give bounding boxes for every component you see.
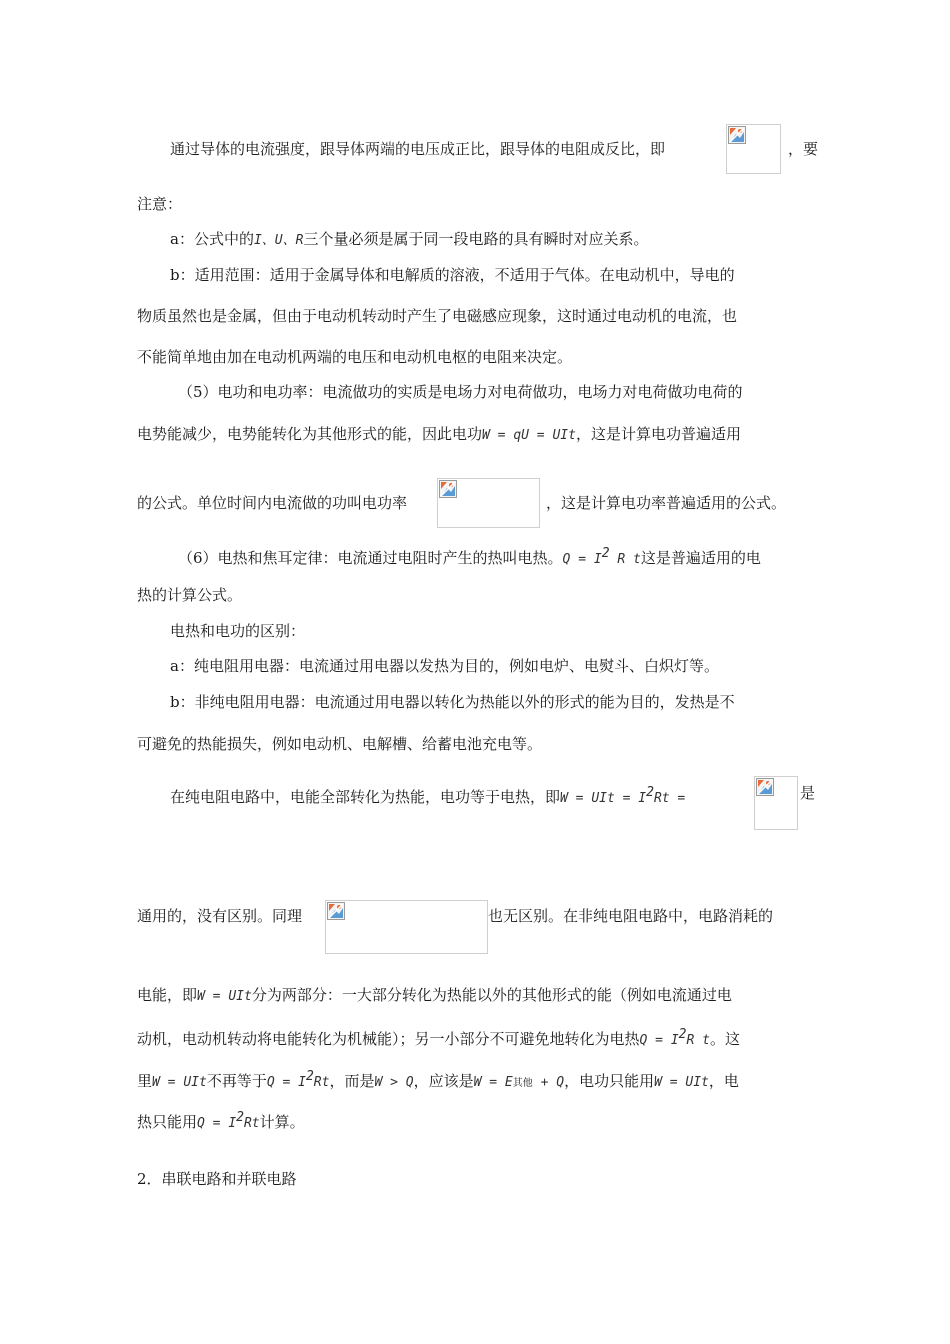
para-ohm-line-2: 注意： (137, 195, 183, 213)
ohm-formula-image (726, 124, 781, 174)
broken-image-icon (728, 126, 746, 144)
power-formula-image (437, 478, 540, 528)
p5-line-3-tail: ，这是计算电功率普遍适用的公式。 (546, 494, 787, 512)
p6-line-1: （6）电热和焦耳定律：电流通过电阻时产生的热叫电热。$Q = I^2$ R t这是普遍适用的电 (178, 546, 761, 567)
pure-line-3: 电能，即W = UIt分为两部分：一大部分转化为热能以外的其他形式的能（例如电流通过电 (137, 986, 732, 1004)
para-ohm-tail: ，要 (788, 140, 819, 158)
broken-image-icon (439, 480, 457, 498)
similar-formula-image (325, 900, 488, 954)
pure-line-1-tail: 是 (800, 784, 816, 802)
diff-a: a：纯电阻用电器：电流通过用电器以发热为目的，例如电炉、电熨斗、白炽灯等。 (170, 657, 719, 675)
pure-line-5: 里W = UIt不再等于$Q = I^2Rt$，而是W > Q，应该是W = E其他 + Q，电功只能用W = UIt，电 (137, 1069, 739, 1090)
diff-b-line-2: 可避免的热能损失，例如电动机、电解槽、给蓄电池充电等。 (137, 735, 543, 753)
note-b-line-2: 物质虽然也是金属，但由于电动机转动时产生了电磁感应现象，这时通过电动机的电流，也 (137, 307, 738, 325)
heat-formula-image (754, 776, 798, 830)
diff-title: 电热和电功的区别： (170, 622, 306, 640)
note-b-line-3: 不能简单地由加在电动机两端的电压和电动机电枢的电阻来决定。 (137, 348, 573, 366)
pure-line-6: 热只能用$Q = I^2Rt$计算。 (137, 1110, 305, 1131)
section-heading-2: 2．串联电路和并联电路 (137, 1170, 297, 1188)
p5-line-3: 的公式。单位时间内电流做的功叫电功率 (137, 494, 408, 512)
pure-line-2: 通用的，没有区别。同理 (137, 907, 303, 925)
pure-line-4: 动机，电动机转动将电能转化为机械能）；另一小部分不可避免地转化为电热$Q = I^2R$ t。这 (137, 1027, 740, 1048)
p5-line-1: （5）电功和电功率：电流做功的实质是电场力对电荷做功，电场力对电荷做功电荷的 (178, 383, 743, 401)
note-b-line-1: b：适用范围：适用于金属导体和电解质的溶液，不适用于气体。在电动机中，导电的 (170, 266, 735, 284)
note-a: a：公式中的I、U、R三个量必须是属于同一段电路的具有瞬时对应关系。 (170, 230, 649, 248)
broken-image-icon (756, 778, 774, 796)
pure-line-1: 在纯电阻电路中，电能全部转化为热能，电功等于电热，即W = UIt = $I^2Rt$ = (170, 785, 686, 806)
broken-image-icon (327, 902, 345, 920)
p6-line-2: 热的计算公式。 (137, 586, 243, 604)
pure-line-2-tail: 也无区别。在非纯电阻电路中，电路消耗的 (488, 907, 774, 925)
p5-line-2: 电势能减少，电势能转化为其他形式的能，因此电功W = qU = UIt，这是计算电功普遍适用 (137, 425, 741, 443)
diff-b-line-1: b：非纯电阻用电器：电流通过用电器以转化为热能以外的形式的能为目的，发热是不 (170, 693, 735, 711)
para-ohm-line-1: 通过导体的电流强度，跟导体两端的电压成正比，跟导体的电阻成反比，即 (170, 140, 666, 158)
